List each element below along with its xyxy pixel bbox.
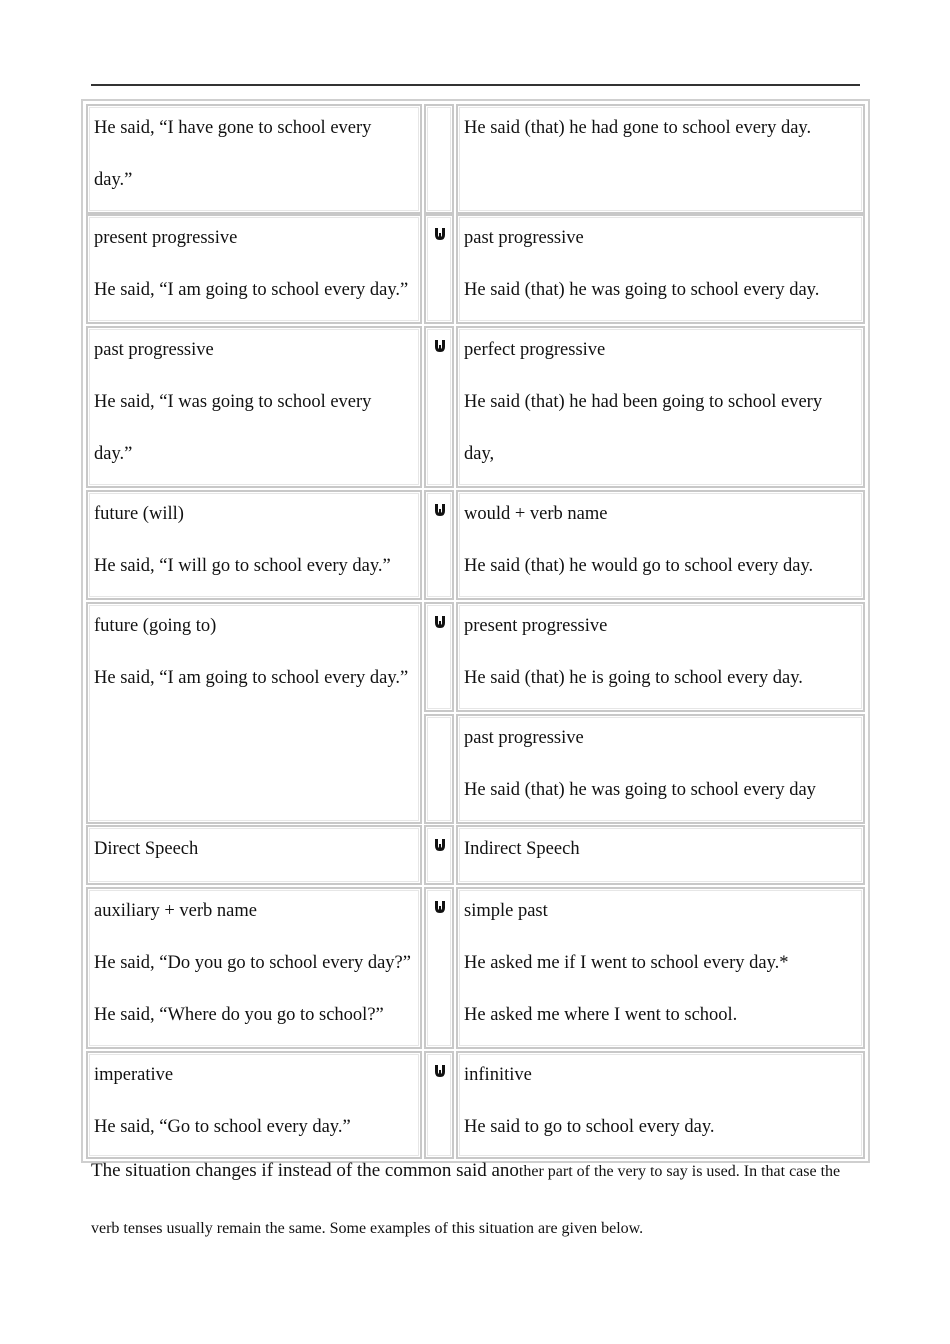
indirect-cell-line: past progressive	[464, 728, 584, 748]
indirect-cell-line: He said (that) he had gone to school every day.	[464, 118, 812, 138]
direct-cell	[86, 214, 422, 324]
indirect-cell-line: present progressive	[464, 616, 608, 636]
direct-cell-line: day.”	[94, 444, 133, 464]
paragraph-line1-small: ther part of the very to say is used. In that case the	[518, 1163, 841, 1180]
indirect-cell	[456, 326, 865, 488]
arrow-cell	[424, 887, 454, 1049]
indirect-cell	[456, 714, 865, 824]
indirect-cell-line: Indirect Speech	[464, 839, 580, 859]
indirect-cell	[456, 214, 865, 324]
paragraph-line2: verb tenses usually remain the same. Some examples of this situation are given below.	[91, 1220, 644, 1237]
indirect-cell-line: He said (that) he was going to school every day.	[464, 280, 820, 300]
indirect-cell-line: He said (that) he would go to school every day.	[464, 556, 814, 576]
curved-arrow-icon	[433, 226, 447, 242]
indirect-cell-line: day,	[464, 444, 495, 464]
arrow-cell	[424, 714, 454, 824]
direct-cell-line: He said, “Do you go to school every day?”	[94, 953, 411, 973]
indirect-cell	[456, 825, 865, 885]
direct-cell-line: He said, “I am going to school every day.”	[94, 668, 409, 688]
direct-cell	[86, 1051, 422, 1159]
indirect-cell	[456, 1051, 865, 1159]
direct-cell	[86, 602, 422, 824]
direct-cell-line: future (will)	[94, 504, 184, 524]
indirect-cell-line: perfect progressive	[464, 340, 606, 360]
indirect-cell-line: He asked me where I went to school.	[464, 1005, 738, 1025]
curved-arrow-icon	[433, 899, 447, 915]
arrow-cell	[424, 602, 454, 712]
header-rule	[91, 84, 860, 86]
arrow-cell	[424, 490, 454, 600]
indirect-cell-line: simple past	[464, 901, 548, 921]
arrow-cell	[424, 104, 454, 214]
indirect-cell-line: He said to go to school every day.	[464, 1117, 715, 1137]
direct-cell-line: He said, “Go to school every day.”	[94, 1117, 351, 1137]
indirect-cell-line: He said (that) he had been going to school every	[464, 392, 823, 412]
paragraph-line1-large: The situation changes if instead of the common said ano	[91, 1160, 519, 1181]
direct-cell-line: Direct Speech	[94, 839, 199, 859]
direct-cell	[86, 490, 422, 600]
direct-cell	[86, 825, 422, 885]
indirect-cell	[456, 602, 865, 712]
indirect-cell	[456, 490, 865, 600]
direct-cell-line: present progressive	[94, 228, 238, 248]
indirect-cell-line: He said (that) he is going to school every day.	[464, 668, 803, 688]
indirect-cell-line: He asked me if I went to school every day.*	[464, 953, 789, 973]
arrow-cell	[424, 214, 454, 324]
indirect-cell-line: He said (that) he was going to school every day	[464, 780, 816, 800]
indirect-cell-line: would + verb name	[464, 504, 608, 524]
curved-arrow-icon	[433, 1063, 447, 1079]
direct-cell-line: day.”	[94, 170, 133, 190]
direct-cell-line: He said, “I will go to school every day.”	[94, 556, 391, 576]
direct-cell	[86, 104, 422, 214]
direct-cell	[86, 326, 422, 488]
direct-cell	[86, 887, 422, 1049]
direct-cell-line: He said, “I was going to school every	[94, 392, 372, 412]
curved-arrow-icon	[433, 338, 447, 354]
direct-cell-line: He said, “Where do you go to school?”	[94, 1005, 384, 1025]
indirect-cell	[456, 104, 865, 214]
arrow-cell	[424, 326, 454, 488]
speech-conversion-table	[81, 99, 870, 1163]
indirect-cell-line: past progressive	[464, 228, 584, 248]
arrow-cell	[424, 1051, 454, 1159]
direct-cell-line: He said, “I am going to school every day.”	[94, 280, 409, 300]
arrow-cell	[424, 825, 454, 885]
curved-arrow-icon	[433, 502, 447, 518]
curved-arrow-icon	[433, 614, 447, 630]
direct-cell-line: He said, “I have gone to school every	[94, 118, 372, 138]
curved-arrow-icon	[433, 837, 447, 853]
direct-cell-line: past progressive	[94, 340, 214, 360]
direct-cell-line: imperative	[94, 1065, 174, 1085]
direct-cell-line: auxiliary + verb name	[94, 901, 257, 921]
indirect-cell-line: infinitive	[464, 1065, 532, 1085]
indirect-cell	[456, 887, 865, 1049]
direct-cell-line: future (going to)	[94, 616, 217, 636]
